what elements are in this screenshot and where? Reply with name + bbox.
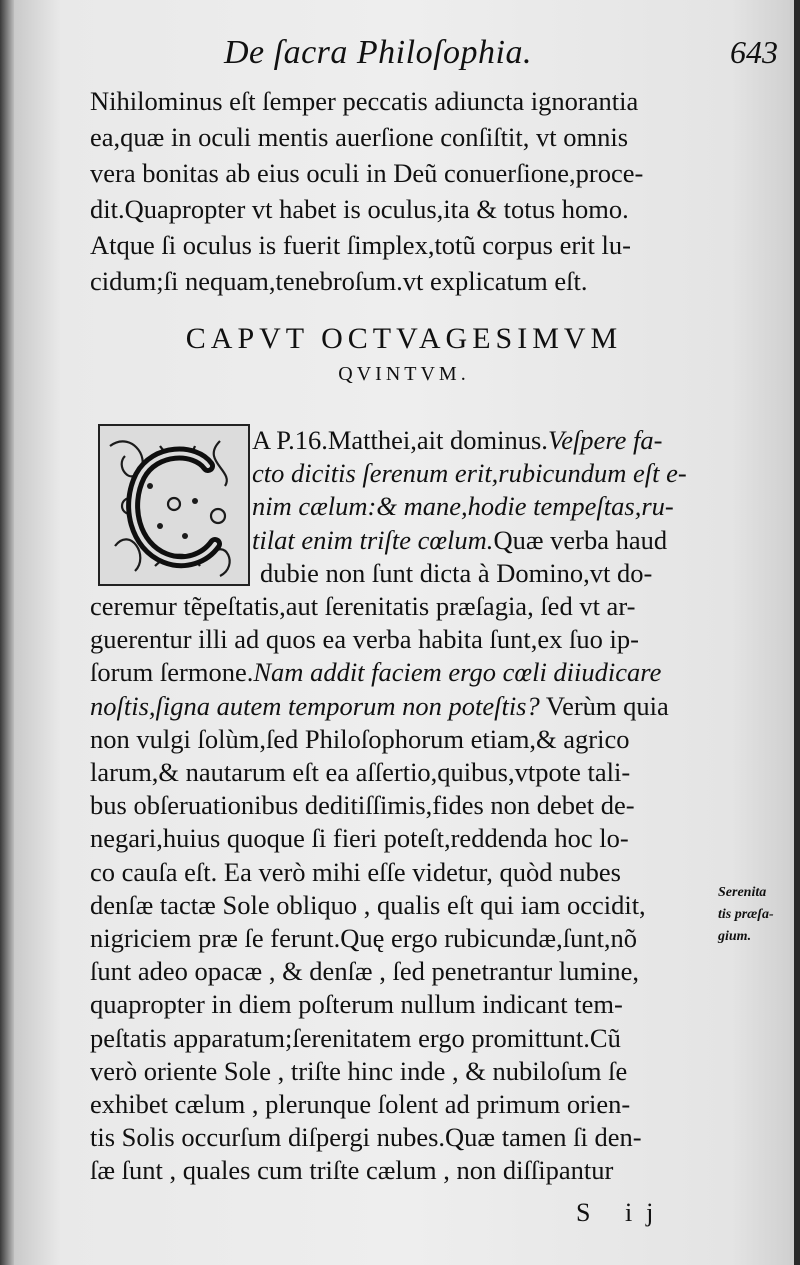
text-line [90,923,698,953]
text-line [90,1056,770,1086]
text-line [90,624,770,654]
text-span: verò oriente Sole , triſte hinc inde , & nubiloſum ſe [90,1055,628,1086]
text-line [260,558,770,588]
italic-quote-span: nim cælum:& mane,hodie tempeſtas,ru- [252,491,674,522]
book-page [14,0,794,1265]
italic-quote-span: Nam addit faciem ergo cœli diiudicare [253,657,662,688]
italic-quote-span: cto dicitis ſerenum erit,rubicundum eſt e- [252,458,687,489]
text-line: vera bonitas ab eius oculi in Deũ conuerſione,proce- [90,158,644,188]
text-line [90,757,770,787]
margin-note-line: Serenita [718,885,767,900]
text-line: dit.Quapropter vt habet is oculus,ita & totus homo. [90,194,629,224]
margin-note-line: tis præſa- [718,907,774,922]
text-span: ſunt adeo opacæ , & denſæ , ſed penetrantur lumine, [90,956,639,987]
text-span: ſæ ſunt , quales cum triſte cælum , non diſſipantur [90,1155,614,1186]
text-span: bus obſeruationibus deditiſſimis,fides non debet de- [90,790,635,821]
text-span: Quæ verba haud [493,524,668,555]
text-span: non vulgi ſolùm,ſed Philoſophorum etiam,& agrico [90,723,630,754]
running-title: De ſacra Philoſophia. [224,34,532,71]
text-span: co cauſa eſt. Ea verò mihi eſſe videtur, quòd nubes [90,856,621,887]
text-span: exhibet cælum , plerunque ſolent ad primum orien- [90,1089,631,1119]
text-span: Verùm quia [539,690,669,721]
text-line [90,989,770,1019]
chapter-title: CAPVT OCTVAGESIMVM [185,322,623,355]
text-span: A P.16.Matthei,ait dominus. [252,425,548,455]
text-line [252,458,770,488]
text-line [252,525,770,555]
signature-mark: S ij [576,1198,668,1227]
text-line [252,491,770,521]
text-line [90,1023,770,1053]
chapter-subtitle: QVINTVM. [338,363,470,385]
italic-quote-span: noſtis,ſigna autem temporum non poteſtis? [90,690,540,721]
margin-note-line: gium. [718,929,752,944]
text-line: ea,quæ in oculi mentis auerſione conſiſtit, vt omnis [90,122,629,152]
text-span: peſtatis apparatum;ſerenitatem ergo promittunt.Cũ [90,1022,621,1053]
text-span: nigriciem præ ſe ferunt.Quę ergo rubicundæ,ſunt,nõ [90,923,638,953]
text-line [90,724,770,754]
italic-quote-span: tilat enim triſte cœlum. [252,524,494,555]
page-number: 643 [730,34,778,70]
text-span: denſæ tactæ Sole obliquo , qualis eſt qui iam occidit, [90,889,646,920]
text-line [90,890,698,920]
text-line [90,823,770,853]
page-gutter-shadow [0,0,14,1265]
text-line [90,591,770,621]
text-line [90,956,770,986]
text-line: cidum;ſi nequam,tenebroſum.vt explicatum eſt. [90,266,588,296]
text-span: negari,huius quoque ſi fieri poteſt,reddenda hoc lo- [90,823,629,854]
text-line: Nihilominus eſt ſemper peccatis adiuncta ignorantia [90,86,639,116]
text-line [90,1089,770,1119]
text-span: quapropter in diem poſterum nullum indicant tem- [90,989,623,1020]
text-span: ſorum ſermone. [90,657,254,688]
text-line: Atque ſi oculus is fuerit ſimplex,totũ corpus erit lu- [90,230,631,260]
text-span: guerentur illi ad quos ea verba habita ſunt,ex ſuo ip- [90,624,639,655]
text-span: dubie non ſunt dicta à Domino,vt do- [260,557,653,588]
text-line [90,1122,770,1152]
text-line [90,790,770,820]
text-span: larum,& nautarum eſt ea aſſertio,quibus,vtpote tali- [90,757,631,787]
text-line [252,425,770,455]
text-span: tis Solis occurſum diſpergi nubes.Quæ tamen ſi den- [90,1122,642,1153]
text-line [90,691,770,721]
italic-quote-span: Veſpere fa- [547,425,663,455]
text-line [90,857,698,887]
text-line [90,1155,770,1185]
text-span: ceremur tẽpeſtatis,aut ſerenitatis præſagia, ſed vt ar- [90,591,636,621]
text-line [90,657,770,687]
ornamental-initial-c-icon [98,424,250,586]
